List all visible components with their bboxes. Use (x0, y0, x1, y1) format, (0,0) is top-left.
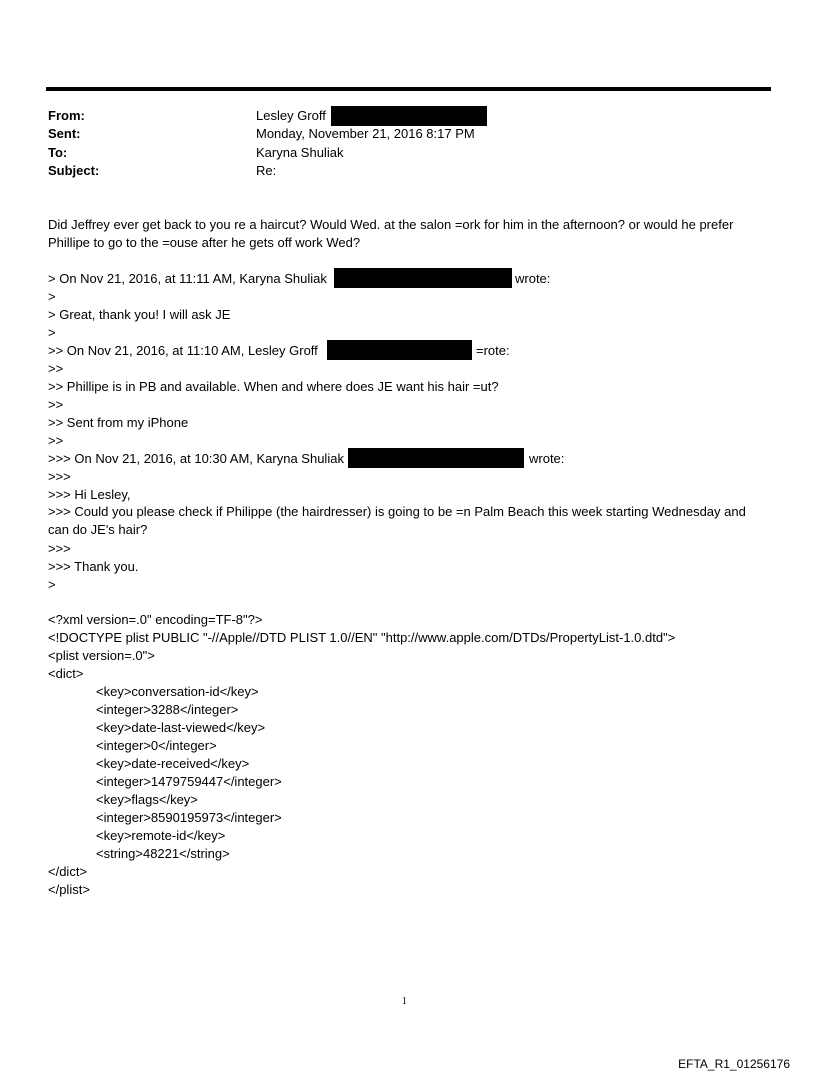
quote-line: >>> Could you please check if Philippe (the hairdresser) is going to be =n Palm Beach this week starting Wednesday and can do JE's hair? (48, 504, 746, 537)
xml-line: <key>conversation-id</key> (96, 684, 259, 699)
quote-line: >>> Hi Lesley, (48, 487, 131, 502)
from-label: From: (48, 108, 85, 123)
quote-line: >> Phillipe is in PB and available. When and where does JE want his hair =ut? (48, 379, 499, 394)
xml-line: <key>date-last-viewed</key> (96, 720, 266, 735)
redaction-block (348, 448, 524, 468)
to-value: Karyna Shuliak (256, 145, 344, 160)
xml-line: <key>flags</key> (96, 792, 198, 807)
quote-line: > Great, thank you! I will ask JE (48, 307, 231, 322)
xml-line: <!DOCTYPE plist PUBLIC "-//Apple//DTD PLIST 1.0//EN" "http://www.apple.com/DTDs/PropertyList-1.0.dtd"> (48, 630, 676, 645)
xml-line: <key>remote-id</key> (96, 828, 226, 843)
quote-line: >>> (48, 469, 71, 484)
to-label: To: (48, 145, 68, 160)
sent-value: Monday, November 21, 2016 8:17 PM (256, 126, 475, 141)
redaction-block (331, 106, 487, 126)
xml-line: <integer>1479759447</integer> (96, 774, 282, 789)
quote-line: >>> (48, 541, 71, 556)
quote-line: >> (48, 397, 64, 412)
quote-line: >> (48, 361, 64, 376)
quote-line: > (48, 289, 56, 304)
quote-line: wrote: (529, 451, 565, 466)
header-rule (46, 87, 771, 91)
bates-number: EFTA_R1_01256176 (678, 1057, 790, 1071)
page-number: 1 (402, 996, 407, 1007)
quote-line: =rote: (476, 343, 510, 358)
quote-line: wrote: (515, 271, 551, 286)
xml-line: <string>48221</string> (96, 846, 230, 861)
xml-line: <?xml version=.0" encoding=TF-8"?> (48, 612, 263, 627)
redaction-block (334, 268, 512, 288)
subject-label: Subject: (48, 163, 100, 178)
body-paragraph: Did Jeffrey ever get back to you re a haircut? Would Wed. at the salon =ork for him in the afternoon? or would he prefer Phillipe to go to the =ouse after he gets off work Wed? (48, 217, 734, 250)
xml-line: <integer>3288</integer> (96, 702, 239, 717)
quote-line: >> Sent from my iPhone (48, 415, 189, 430)
quote-line: >> (48, 433, 64, 448)
xml-line: </dict> (48, 864, 88, 879)
quote-line: > (48, 577, 56, 592)
quote-line: > On Nov 21, 2016, at 11:11 AM, Karyna Shuliak (48, 271, 327, 286)
quote-line: > (48, 325, 56, 340)
quote-line: >>> Thank you. (48, 559, 139, 574)
redaction-block (327, 340, 472, 360)
xml-line: <integer>8590195973</integer> (96, 810, 282, 825)
xml-line: <key>date-received</key> (96, 756, 250, 771)
subject-value: Re: (256, 163, 277, 178)
from-value: Lesley Groff (256, 108, 326, 123)
quote-line: >> On Nov 21, 2016, at 11:10 AM, Lesley Groff (48, 343, 318, 358)
sent-label: Sent: (48, 126, 81, 141)
quote-line: >>> On Nov 21, 2016, at 10:30 AM, Karyna Shuliak (48, 451, 344, 466)
xml-line: <plist version=.0"> (48, 648, 155, 663)
xml-line: </plist> (48, 882, 90, 897)
xml-line: <dict> (48, 666, 84, 681)
xml-line: <integer>0</integer> (96, 738, 217, 753)
